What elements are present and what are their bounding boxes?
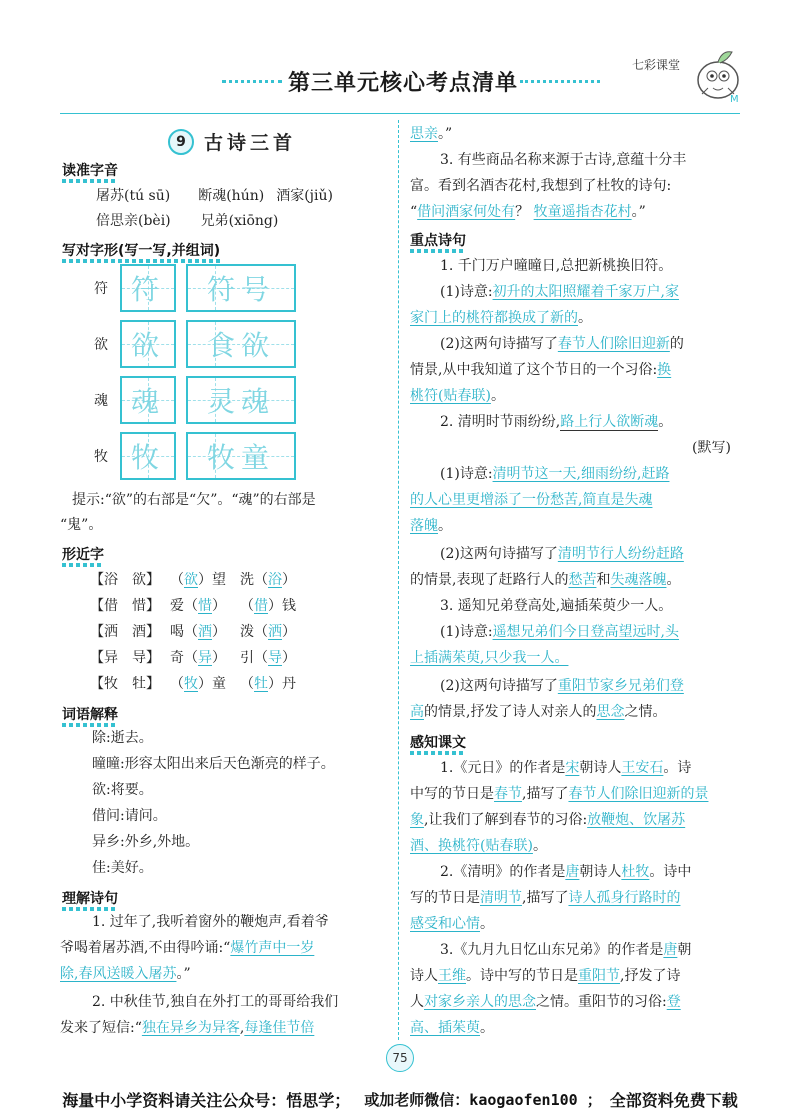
key-line: 落魄。: [410, 518, 452, 534]
writing-row: [94, 264, 296, 312]
word-def: 借问:请问。: [92, 808, 167, 824]
column-divider: [398, 120, 399, 1040]
word-def: 除:逝去。: [92, 730, 153, 746]
perceive-line: 高、插茱萸。: [410, 1020, 494, 1036]
header-dots-left: [222, 80, 282, 83]
brand-label: 七彩课堂: [632, 58, 681, 72]
word-def: 佳:美好。: [92, 860, 153, 876]
page-title: 第三单元核心考点清单: [288, 71, 519, 96]
perceive-line: 酒、换桃符(贴春联)。: [410, 838, 547, 854]
pinyin-item: 酒家(jiǔ): [276, 188, 333, 204]
perceive-line: 感受和心情。: [410, 916, 494, 932]
key-line: (1)诗意:初升的太阳照耀着千家万户,家: [440, 284, 680, 300]
key-line: (1)诗意:遥想兄弟们今日登高望远时,头: [440, 624, 680, 640]
pinyin-item: 倍思亲(bèi): [96, 213, 171, 229]
perceive-line: 写的节日是清明节,描写了诗人孤身行路时的: [410, 890, 681, 906]
understand-line: 爷喝着屠苏酒,不由得吟诵:“爆竹声中一岁: [60, 940, 315, 956]
key-line: 桃符(贴春联)。: [410, 388, 505, 404]
writing-row: [94, 376, 296, 424]
writing-cell: 牧 童: [186, 432, 296, 480]
key-line: 高的情景,抒发了诗人对亲人的思念之情。: [410, 704, 667, 720]
similar-row: 【浴 欲】 （欲）望 洗（浴）: [90, 572, 296, 588]
pinyin-item: 断魂(hún): [198, 188, 265, 204]
writing-cell: 食 欲: [186, 320, 296, 368]
section-read: 读准字音: [62, 160, 118, 183]
section-perceive: 感知课文: [410, 732, 466, 755]
similar-row: 【异 导】 奇（异） 引（导）: [90, 650, 296, 666]
similar-row: 【借 惜】 爱（惜） （借）钱: [90, 598, 296, 614]
key-line: 2. 清明时节雨纷纷,路上行人欲断魂。: [440, 414, 673, 430]
writing-char: 符: [94, 281, 108, 297]
section-similar: 形近字: [62, 544, 104, 567]
svg-text:M: M: [730, 94, 739, 105]
hint-line-1: 提示:“欲”的右部是“欠”。“魂”的右部是: [72, 492, 316, 508]
hint-line-2: “鬼”。: [60, 517, 103, 533]
writing-cell: 符: [120, 264, 176, 312]
key-line: 的情景,表现了赶路行人的愁苦和失魂落魄。: [410, 572, 681, 588]
mascot-icon: [688, 44, 750, 106]
writing-cell: 魂: [120, 376, 176, 424]
lesson-heading: [168, 128, 296, 155]
word-def: 曈曈:形容太阳出来后天色渐亮的样子。: [92, 756, 335, 772]
section-write: 写对字形(写一写,并组词): [62, 240, 220, 263]
writing-cell: 欲: [120, 320, 176, 368]
key-line: 情景,从中我知道了这个节日的一个习俗:换: [410, 362, 672, 378]
word-def: 欲:将要。: [92, 782, 153, 798]
pinyin-line-2: [96, 211, 278, 231]
writing-cell: 符 号: [186, 264, 296, 312]
pinyin-item: 屠苏(tú sū): [96, 188, 171, 204]
page-number: 75: [386, 1044, 414, 1072]
perceive-line: 中写的节日是春节,描写了春节人们除旧迎新的景: [410, 786, 709, 802]
writing-cell: 灵 魂: [186, 376, 296, 424]
key-line: 1. 千门万户曈曈日,总把新桃换旧符。: [440, 258, 673, 274]
key-line: (2)这两句诗描写了春节人们除旧迎新的: [440, 336, 684, 352]
understand-line: “借问酒家何处有？ 牧童遥指杏花村。”: [410, 204, 646, 220]
understand-line: 除,春风送暖入屠苏。”: [60, 966, 191, 982]
footer-left: 海量中小学资料请关注公众号：悟思学；: [62, 1091, 351, 1110]
understand-line: 发来了短信:“独在异乡为异客,每逢佳节倍: [60, 1020, 315, 1036]
understand-line: 1. 过年了,我听着窗外的鞭炮声,看着爷: [92, 914, 329, 930]
lesson-number-badge: 9: [168, 129, 194, 155]
key-line: 家门上的桃符都换成了新的。: [410, 310, 592, 326]
perceive-line: 3.《九月九日忆山东兄弟》的作者是唐朝: [440, 942, 692, 958]
section-understand: 理解诗句: [62, 888, 118, 911]
dictation-note: (默写): [692, 440, 731, 456]
writing-char: 欲: [94, 337, 108, 353]
key-line: 上插满茱萸,只少我一人。: [410, 650, 569, 666]
footer-mid: 或加老师微信：kaogaofen100 ；: [364, 1091, 602, 1109]
understand-line: 2. 中秋佳节,独自在外打工的哥哥给我们: [92, 994, 339, 1010]
understand-line: 思亲。”: [410, 126, 453, 142]
key-line: 的人心里更增添了一份愁苦,简直是失魂: [410, 492, 653, 508]
section-words: 词语解释: [62, 704, 118, 727]
key-line: (2)这两句诗描写了重阳节家乡兄弟们登: [440, 678, 684, 694]
writing-row: [94, 320, 296, 368]
lesson-title: 古诗三首: [204, 132, 297, 154]
perceive-line: 1.《元日》的作者是宋朝诗人王安石。诗: [440, 760, 692, 776]
similar-row: 【牧 牡】 （牧）童 （牡）丹: [90, 676, 296, 692]
perceive-line: 人对家乡亲人的思念之情。重阳节的习俗:登: [410, 994, 681, 1010]
perceive-line: 象,让我们了解到春节的习俗:放鞭炮、饮屠苏: [410, 812, 686, 828]
perceive-line: 2.《清明》的作者是唐朝诗人杜牧。诗中: [440, 864, 692, 880]
section-key: 重点诗句: [410, 230, 466, 253]
writing-row: [94, 432, 296, 480]
similar-row: 【洒 酒】 喝（酒） 泼（洒）: [90, 624, 296, 640]
header-rule: [60, 113, 740, 114]
understand-line: 3. 有些商品名称来源于古诗,意蕴十分丰: [440, 152, 687, 168]
key-line: (1)诗意:清明节这一天,细雨纷纷,赶路: [440, 466, 670, 482]
footer-banner: [0, 1080, 800, 1119]
understand-line: 富。看到名酒杏花村,我想到了杜牧的诗句:: [410, 178, 672, 194]
writing-cell: 牧: [120, 432, 176, 480]
key-line: (2)这两句诗描写了清明节行人纷纷赶路: [440, 546, 684, 562]
key-line: 3. 遥知兄弟登高处,遍插茱萸少一人。: [440, 598, 673, 614]
header-dots-right: [520, 80, 600, 83]
writing-char: 魂: [94, 393, 108, 409]
pinyin-line-1: [96, 186, 333, 206]
pinyin-item: 兄弟(xiōng): [200, 213, 279, 229]
word-def: 异乡:外乡,外地。: [92, 834, 200, 850]
footer-right: 全部资料免费下载: [609, 1091, 738, 1110]
perceive-line: 诗人王维。诗中写的节日是重阳节,抒发了诗: [410, 968, 681, 984]
writing-char: 牧: [94, 449, 108, 465]
